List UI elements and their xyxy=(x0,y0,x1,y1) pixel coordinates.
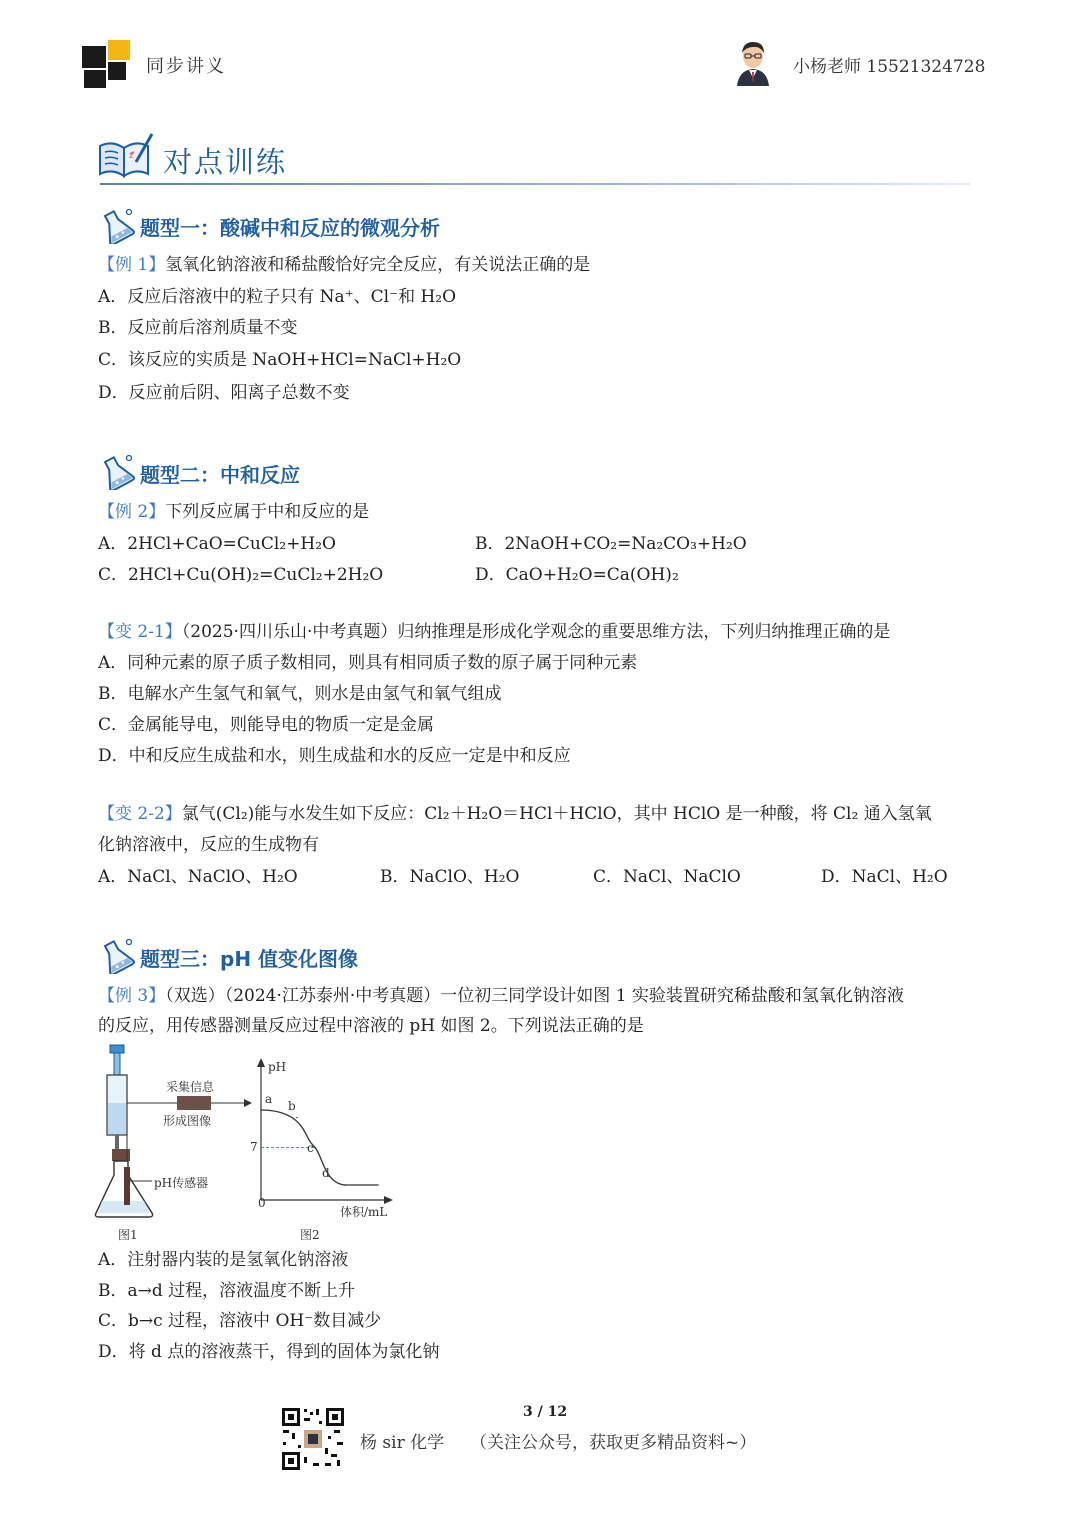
q21-option-d[interactable]: D．中和反应生成盐和水，则生成盐和水的反应一定是中和反应 xyxy=(98,746,571,766)
qr-code-icon[interactable] xyxy=(280,1406,346,1472)
footer-note: （关注公众号，获取更多精品资料~） xyxy=(470,1433,757,1453)
logo xyxy=(80,40,136,90)
q21-stem: （2025·四川乐山·中考真题）归纳推理是形成化学观念的重要思维方法，下列归纳推理正确的是 xyxy=(181,622,891,642)
q21-tag: 【变 2-1】 xyxy=(98,622,182,642)
q2-option-b[interactable]: B．2NaOH+CO₂=Na₂CO₃+H₂O xyxy=(475,534,747,554)
q2-stem: 下列反应属于中和反应的是 xyxy=(165,502,370,522)
teacher-avatar xyxy=(733,38,773,86)
q22-stem-1: 氯气(Cl₂)能与水发生如下反应：Cl₂＋H₂O＝HCl＋HClO，其中 HClO 是一种酸，将 Cl₂ 通入氢氧 xyxy=(181,804,932,824)
header-title: 同步讲义 xyxy=(146,56,226,77)
q22-tag: 【变 2-2】 xyxy=(98,804,182,824)
data-point-b xyxy=(296,1117,298,1119)
q3-option-a[interactable]: A．注射器内装的是氢氧化钠溶液 xyxy=(98,1250,349,1270)
topic-2-title: 题型二：中和反应 xyxy=(140,463,300,487)
q3-stem-2: 的反应，用传感器测量反应过程中溶液的 pH 如图 2。下列说法正确的是 xyxy=(98,1016,644,1036)
q2-tag: 【例 2】 xyxy=(98,502,166,522)
q1-option-c[interactable]: C．该反应的实质是 NaOH+HCl=NaCl+H₂O xyxy=(98,350,462,370)
fig-label-sensor: pH传感器 xyxy=(154,1176,209,1190)
page-number: 3 / 12 xyxy=(523,1404,568,1420)
y-axis-arrow xyxy=(257,1058,265,1067)
q1-stem-line xyxy=(98,254,590,276)
chart-ylabel: pH xyxy=(268,1060,287,1074)
q1-option-d[interactable]: D．反应前后阴、阳离子总数不变 xyxy=(98,383,350,403)
chart-xlabel: 体积/mL xyxy=(340,1205,388,1219)
data-point-d xyxy=(344,1184,346,1186)
q22-stem-2: 化钠溶液中，反应的生成物有 xyxy=(98,835,319,855)
q21-option-b[interactable]: B．电解水产生氢气和氧气，则水是由氢气和氧气组成 xyxy=(98,684,502,704)
q3-option-d[interactable]: D．将 d 点的溶液蒸干，得到的固体为氯化钠 xyxy=(98,1342,440,1362)
topic-1-title: 题型一：酸碱中和反应的微观分析 xyxy=(140,216,440,240)
flask-icon xyxy=(96,206,136,244)
data-point-a xyxy=(260,1109,262,1111)
data-point-c xyxy=(314,1147,316,1149)
q2-option-c[interactable]: C．2HCl+Cu(OH)₂=CuCl₂+2H₂O xyxy=(98,565,384,585)
q2-option-a[interactable]: A．2HCl+CaO=CuCl₂+H₂O xyxy=(98,534,336,554)
chart-point-label-c: c xyxy=(307,1141,314,1155)
q1-stem: 氢氧化钠溶液和稀盐酸恰好完全反应，有关说法正确的是 xyxy=(165,255,591,275)
figure-2-ph-chart xyxy=(240,1055,400,1215)
q3-stem-line xyxy=(98,985,904,1007)
q21-option-c[interactable]: C．金属能导电，则能导电的物质一定是金属 xyxy=(98,715,435,735)
q2-option-d[interactable]: D．CaO+H₂O=Ca(OH)₂ xyxy=(475,565,679,585)
fig-caption-2: 图2 xyxy=(300,1228,320,1242)
q3-option-c[interactable]: C．b→c 过程，溶液中 OH⁻数目减少 xyxy=(98,1311,382,1331)
flask-icon xyxy=(96,936,136,974)
q21-option-a[interactable]: A．同种元素的原子质子数相同，则具有相同质子数的原子属于同种元素 xyxy=(98,653,638,673)
chart-tick-7: 7 xyxy=(250,1140,258,1154)
q21-stem-line xyxy=(98,621,890,643)
chart-point-label-b: b xyxy=(288,1099,296,1113)
chart-point-label-a: a xyxy=(265,1092,273,1106)
q1-option-a[interactable]: A．反应后溶液中的粒子只有 Na⁺、Cl⁻和 H₂O xyxy=(98,287,457,307)
book-icon xyxy=(96,132,154,180)
q3-option-b[interactable]: B．a→d 过程，溶液温度不断上升 xyxy=(98,1281,356,1301)
q22-option-b[interactable]: B．NaClO、H₂O xyxy=(380,867,520,887)
fig-label-form: 形成图像 xyxy=(163,1114,212,1128)
figure-1-apparatus xyxy=(94,1043,254,1243)
fig-caption-1: 图1 xyxy=(118,1228,138,1242)
svg-text:z: z xyxy=(129,151,134,161)
footer-brand: 杨 sir 化学 xyxy=(360,1433,445,1453)
q1-tag: 【例 1】 xyxy=(98,255,166,275)
q22-option-d[interactable]: D．NaCl、H₂O xyxy=(821,867,948,887)
q22-stem-line xyxy=(98,803,932,825)
chart-origin: 0 xyxy=(258,1196,266,1210)
fig-label-collect: 采集信息 xyxy=(166,1080,215,1094)
topic-3-title: 题型三：pH 值变化图像 xyxy=(140,947,359,971)
chart-point-label-d: d xyxy=(322,1166,330,1180)
teacher-info: 小杨老师 15521324728 xyxy=(793,57,986,77)
q3-stem-1: （双选）（2024·江苏泰州·中考真题）一位初三同学设计如图 1 实验装置研究稀盐酸和氢氧化钠溶液 xyxy=(165,986,904,1006)
section-divider xyxy=(100,183,970,185)
q22-option-a[interactable]: A．NaCl、NaClO、H₂O xyxy=(98,867,298,887)
flask-icon xyxy=(96,452,136,490)
section-title: 对点训练 xyxy=(163,145,288,179)
q3-tag: 【例 3】 xyxy=(98,986,166,1006)
q1-option-b[interactable]: B．反应前后溶剂质量不变 xyxy=(98,318,298,338)
q2-stem-line xyxy=(98,501,369,523)
q22-option-c[interactable]: C．NaCl、NaClO xyxy=(593,867,741,887)
